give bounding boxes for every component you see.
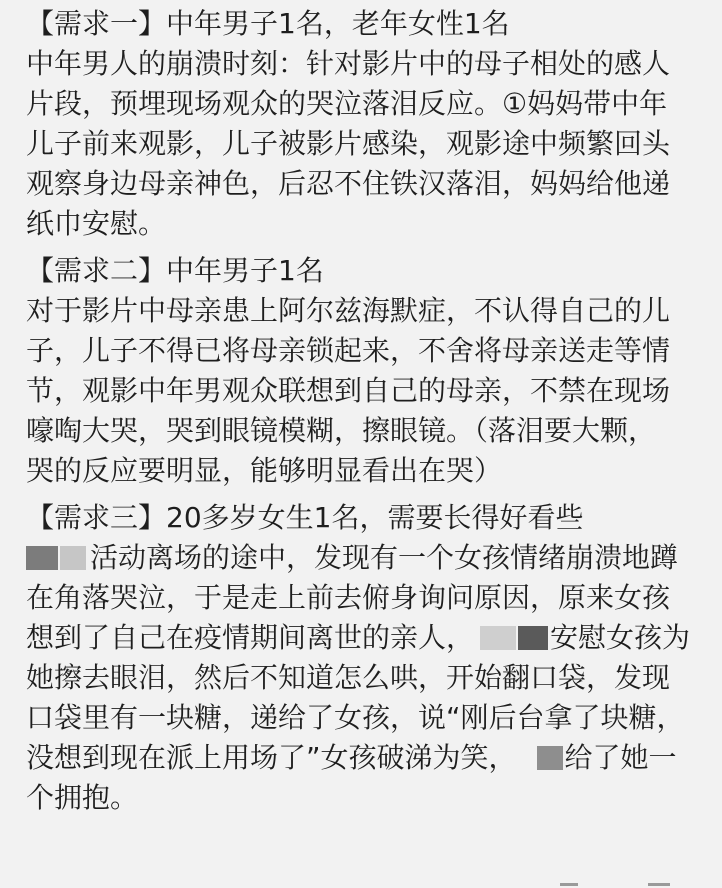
section-3-line-1-text: 活动离场的途中，发现有一个女孩情绪崩溃地蹲 [90, 541, 679, 574]
section-3-line-6-text: 没想到现在派上用场了”女孩破涕为笑， [26, 741, 517, 774]
section-1-line-4: 观察身边母亲神色，后忍不住铁汉落泪，妈妈给他递 [26, 167, 671, 200]
section-2-line-2: 子，儿子不得已将母亲锁起来，不舍将母亲送走等情 [26, 334, 671, 367]
section-3-line-6-text-b: 给了她一 [564, 741, 677, 774]
redaction-mosaic [480, 626, 516, 650]
section-3-line-2: 在角落哭泣，于是走上前去俯身询问原因，原来女孩 [26, 581, 671, 614]
section-2-line-1: 对于影片中母亲患上阿尔兹海默症，不认得自己的儿 [26, 294, 671, 327]
watermark-fragment [560, 883, 578, 886]
section-3-line-6 [26, 738, 708, 778]
section-3-line-1 [26, 538, 708, 578]
section-3-line-3-text: 想到了自己在疫情期间离世的亲人， [26, 621, 475, 654]
section-1-line-5: 纸巾安慰。 [26, 207, 167, 240]
section-1-line-3: 儿子前来观影，儿子被影片感染，观影途中频繁回头 [26, 127, 671, 160]
section-2-heading: 【需求二】中年男子1名 [26, 254, 324, 287]
redaction-mosaic [537, 746, 563, 770]
section-2-line-3: 节，观影中年男观众联想到自己的母亲，不禁在现场 [26, 374, 671, 407]
section-3-line-3-text-b: 安慰女孩为 [550, 621, 691, 654]
watermark-fragment [648, 883, 670, 886]
section-3-line-5: 口袋里有一块糖，递给了女孩，说“刚后台拿了块糖， [26, 701, 685, 734]
section-1-line-1: 中年男人的崩溃时刻：针对影片中的母子相处的感人 [26, 47, 671, 80]
section-2-line-5: 哭的反应要明显，能够明显看出在哭） [26, 454, 503, 487]
section-1-line-2: 片段，预埋现场观众的哭泣落泪反应。①妈妈带中年 [26, 87, 668, 120]
section-2-line-4: 嚎啕大哭，哭到眼镜模糊，擦眼镜。（落泪要大颗， [26, 414, 657, 447]
section-3-line-4: 她擦去眼泪，然后不知道怎么哄，开始翻口袋，发现 [26, 661, 671, 694]
section-3-heading: 【需求三】20多岁女生1名，需要长得好看些 [26, 501, 584, 534]
redaction-mosaic [518, 626, 548, 650]
section-1-heading: 【需求一】中年男子1名，老年女性1名 [26, 7, 510, 40]
section-3-line-7: 个拥抱。 [26, 781, 139, 814]
redaction-mosaic [60, 546, 86, 570]
redaction-mosaic [26, 546, 58, 570]
section-3-line-3 [26, 618, 708, 658]
